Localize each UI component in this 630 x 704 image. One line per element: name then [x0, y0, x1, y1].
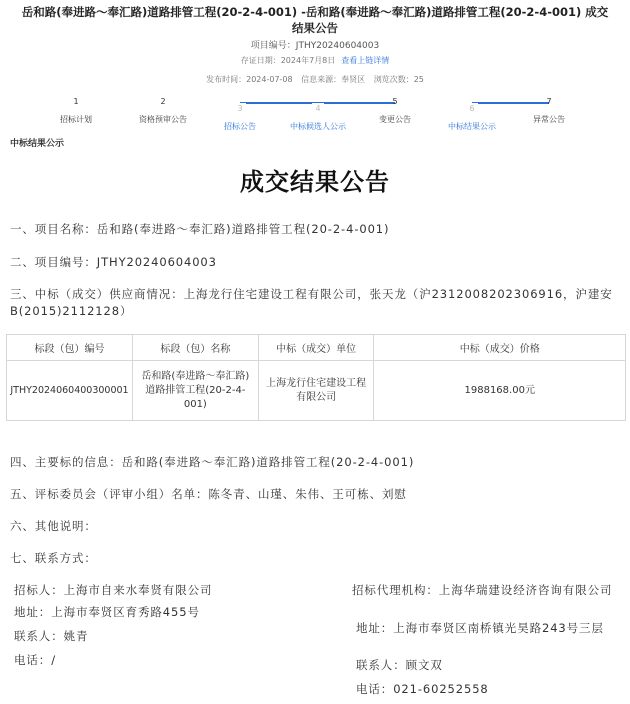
- col-winner: 中标（成交）单位: [258, 335, 374, 361]
- item-supplier: 三、中标（成交）供应商情况：上海龙行住宅建设工程有限公司，张天龙（沪2312008202306916，沪建安B(2015)2112128）: [10, 287, 613, 318]
- col-lot-number: 标段（包）编号: [7, 335, 133, 361]
- document-title: 成交结果公告: [240, 168, 390, 196]
- contact-agency-address: 地址：上海市奉贤区南桥镇光昊路243号三层: [356, 621, 604, 635]
- contact-agency-person: 联系人：顾文双: [356, 658, 443, 672]
- view-count: 浏览次数：25: [373, 75, 424, 84]
- contact-tenderer-address: 地址：上海市奉贤区育秀路455号: [14, 605, 200, 619]
- project-number: 项目编号：JTHY20240604003: [250, 41, 380, 51]
- save-date: 存证日期：2024年7月8日: [240, 56, 336, 65]
- table-header-row: [7, 335, 626, 361]
- cell-lot-name: 岳和路(奉进路～奉汇路)道路排管工程(20-2-4-001): [132, 361, 258, 421]
- item-other: 六、其他说明：: [10, 519, 97, 533]
- step-change-notice[interactable]: 5 变更公告: [379, 97, 411, 124]
- save-date-row: [0, 55, 630, 66]
- item-project-number: 二、项目编号：JTHY20240604003: [10, 255, 217, 269]
- cell-lot-number: JTHY2024060400300001: [7, 361, 133, 421]
- step-bidding-plan[interactable]: 1 招标计划: [60, 97, 92, 124]
- step-prequalification[interactable]: 2 资格预审公告: [139, 97, 187, 124]
- publish-info-row: [0, 74, 630, 85]
- table-row: [7, 361, 626, 421]
- step-tender-notice[interactable]: 3 招标公告: [224, 104, 256, 131]
- section-label: 中标结果公示: [10, 139, 65, 149]
- result-table: [6, 334, 626, 421]
- contact-agency: 招标代理机构：上海华瑞建设经济咨询有限公司: [352, 583, 613, 597]
- publish-time: 发布时间：2024-07-08: [206, 75, 293, 84]
- step-exception-notice[interactable]: 7 异常公告: [533, 97, 565, 124]
- contact-tenderer-phone: 电话：/: [14, 653, 56, 667]
- item-contact-title: 七、联系方式：: [10, 551, 97, 565]
- col-lot-name: 标段（包）名称: [132, 335, 258, 361]
- chain-details-link[interactable]: 查看上链详情: [341, 56, 390, 65]
- contact-tenderer-person: 联系人：姚青: [14, 629, 89, 643]
- step-candidate-notice[interactable]: 4 中标候选人公示: [290, 104, 346, 131]
- item-project-name: 一、项目名称：岳和路(奉进路～奉汇路)道路排管工程(20-2-4-001): [10, 222, 390, 236]
- info-source: 信息来源：奉贤区: [301, 75, 366, 84]
- announcement-header-title: 岳和路(奉进路～奉汇路)道路排管工程(20-2-4-001) -岳和路(奉进路～奉汇路)道路排管工程(20-2-4-001) 成交结果公告: [21, 5, 609, 35]
- col-price: 中标（成交）价格: [374, 335, 626, 361]
- cell-price: 1988168.00元: [374, 361, 626, 421]
- item-committee: 五、评标委员会（评审小组）名单：陈冬青、山瑾、朱伟、王可栋、刘慰: [10, 487, 407, 501]
- process-steps: [0, 96, 630, 130]
- item-main-subject: 四、主要标的信息：岳和路(奉进路～奉汇路)道路排管工程(20-2-4-001): [10, 455, 415, 469]
- step-result-notice[interactable]: 6 中标结果公示: [448, 104, 496, 131]
- contact-agency-phone: 电话：021-60252558: [356, 682, 489, 696]
- contact-tenderer: 招标人：上海市自来水奉贤有限公司: [14, 583, 213, 597]
- cell-winner: 上海龙行住宅建设工程有限公司: [258, 361, 374, 421]
